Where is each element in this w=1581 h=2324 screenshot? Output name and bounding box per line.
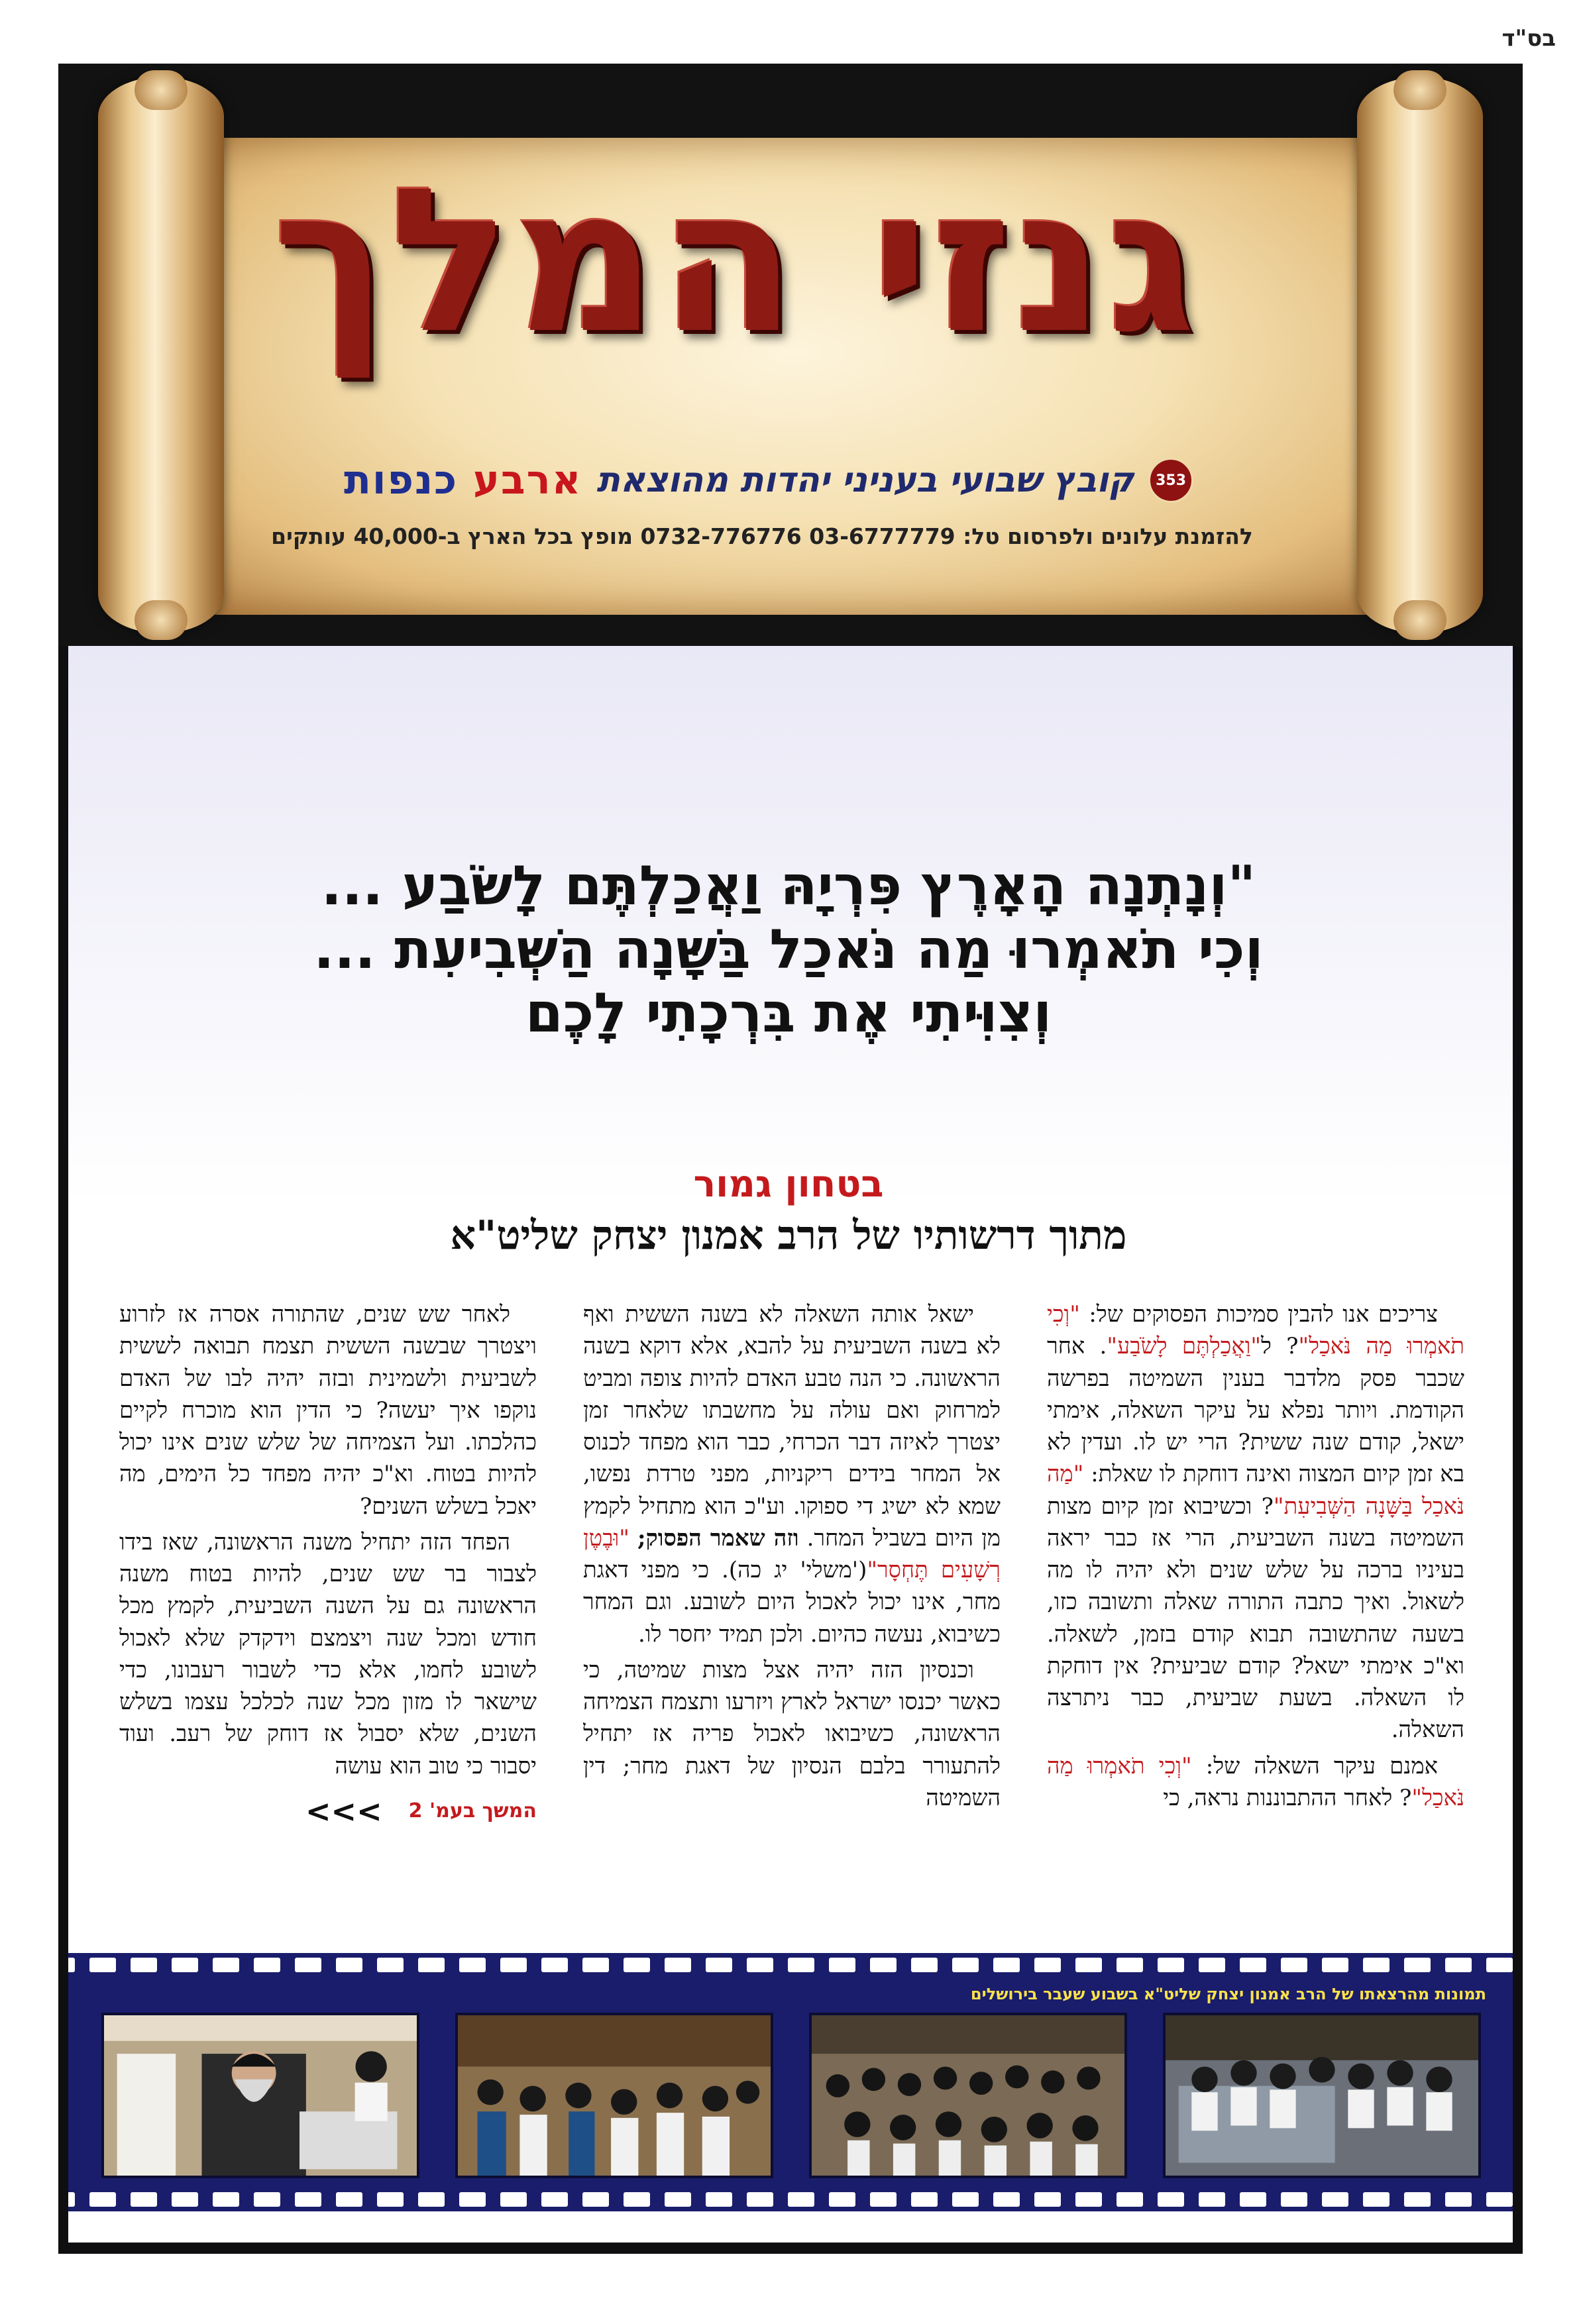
text-run: ישאל אותה השאלה לא בשנה הששית ואף לא בשנה השביעית על להבא, אלא דוקא בשנה הראשונה. כי הנה טבע האדם להיות צופה ומביט למרחוק ואם עולה על מחשבתו שלאחר זמן יצטרך לאיזה דבר הכרחי, כבר הוא מפחד לכנוס אל המחר בידים ריקניות, מפני טרדת נפשו, שמא לא ישיג די ספוקו. וע"כ הוא מתחיל לקמץ מן היום בשביל המחר. [583,1301,1001,1552]
lecture-photo-4 [101,2013,419,2178]
text-run: אמנם עיקר השאלה של: [1205,1752,1438,1779]
issue-number-badge: 353 [1148,458,1193,503]
paragraph: הפחד הזה יתחיל משנה הראשונה, שאז בידו לצבור בר שש שנים, להיות בטוח משנה הראשונה גם על השנה השביעית, לקמץ מכל חודש ומכל שנה ויצמצם וידקדק שלא לאכול לשובע לחמו, אלא כדי לשבור רעבונו, כדי שישאר לו מזון מכל שנה לכלכל עצמו בשלש השנים, שלא יסבול אז דוחק של רעב. ועוד יסבור כי טוב הוא עושה [119,1528,537,1779]
verse-line-2: וְכִי תֹאמְרוּ מַה נֹּאכַל בַּשָּׁנָה הַשְּׁבִיעִת ... [313,918,1264,981]
contact-line: להזמנת עלונים ולפרסום טל: 03-6777779 0732-776776 מופץ בכל הארץ ב-40,000 עותקים [271,523,1253,549]
article-byline: מתוך דרשותיו של הרב אמנון יצחק שליט"א [450,1212,1127,1259]
arrow-icon: <<< [305,1793,382,1829]
lecture-photo-2 [809,2013,1127,2178]
verse-citation: "וְכִי תֹאמְרוּ מַה נֹּאכַל" [1047,1752,1464,1811]
verse-line-3: וְצִוִּיתִי אֶת בִּרְכָתִי לָכֶם [525,981,1052,1045]
verse-citation: "וּבֶטֶן רְשָׁעִים תֶּחְסָר" [583,1524,1001,1584]
scroll-knob [1393,70,1446,110]
verse-citation: "מַה נֹּאכַל בַּשָּׁנָה הַשְּׁבִיעִת" [1047,1461,1464,1520]
subtitle: קובץ שבועי בעניני יהדות מהוצאת [596,460,1134,500]
scroll-knob [1393,600,1446,640]
brand-part-2: כנפות [343,457,459,503]
film-perforations-top [68,1953,1513,1977]
brand-part-1: ארבע [473,457,582,503]
verse-citation: "וַאֲכַלְתֶּם לָשֹׂבַע" [1107,1333,1262,1360]
photo-filmstrip [68,1953,1513,2211]
text-run: צריכים אנו להבין סמיכות הפסוקים של: [1089,1301,1439,1328]
verse-citation: "וְכִי תֹאמְרוּ מַה נֹּאכַל" [1047,1301,1464,1360]
scroll-knob [135,70,188,110]
article-columns [119,1298,1464,1961]
verse-line-1: "וְנָתְנָה הָאָרֶץ פִּרְיָהּ וַאֲכַלְתֶּם לָשֹׂבַע ... [321,855,1256,918]
bold-phrase: וזה שאמר הפסוק; [637,1524,799,1552]
masthead-title: גנזי המלך [272,146,1199,377]
continue-row[interactable] [119,1790,537,1833]
paragraph [583,1298,1001,1650]
paragraph: וכנסיון הזה יהיה אצל מצות שמיטה, כי כאשר יכנסו ישראל לארץ ויזרעו ותצמח הצמיחה הראשונה, כשיבואו לאכול פריה אז יתחיל להתעורר בלבם הנסיון של דאגת מחר; דין השמיטה [583,1656,1001,1811]
filmstrip-caption: תמונות מהרצאתו של הרב אמנון יצחק שליט"א בשבוע שעבר בירושלים [970,1985,1486,2003]
scroll-knob [135,600,188,640]
scroll-roll-right [1357,77,1483,633]
lecture-photo-1 [1163,2013,1481,2178]
paragraph [1047,1750,1464,1815]
verse-quote [159,855,1418,1045]
lecture-photo-3 [455,2013,773,2178]
publisher-brand [344,457,582,503]
article-column-1 [1047,1298,1464,1961]
paragraph [1047,1298,1464,1746]
continue-link[interactable]: המשך בעמ' 2 [408,1799,537,1823]
article-kicker: בטחון גמור [693,1163,884,1206]
text-run: ? ל [1261,1333,1299,1360]
page-mark: בס"ד [1501,25,1556,52]
article-column-3 [119,1298,537,1961]
article-column-2 [583,1298,1001,1961]
text-run: ? לאחר ההתבוננות נראה, כי [1163,1784,1412,1811]
text-run: . אחר שכבר פסק מלדבר בענין השמיטה בפרשה הקודמת. ויותר נפלא על עיקר השאלה, אימתי ישאל, קודם שנה ששית? הרי יש לו. ועדין לא בא זמן קיום המצוה ואינה דוחקת לו שאלת: [1047,1333,1464,1488]
text-run: ('משלי' יג כה). כי מפני דאגת מחר, אינו יכול לאכול היום לשובע. וגם המחר כשיבוא, נעשה כהיום. ולכן תמיד יחסר לו. [583,1557,1001,1648]
subtitle-row [225,457,1312,503]
film-perforations-bottom [68,2188,1513,2211]
text-run: ? וכשיבוא זמן קיום מצות השמיטה בשנה השביעית, הרי אז כבר יראה בעיניו ברכה על שלש שנים ולא יהיה לו מה לשאול. ואיך כתבה התורה שאלה ותשובה כזו, בשעה שהתשובה תבוא קודם בזמן, לשאלה. וא"כ אימתי ישאל? קודם שביעית? אין דוחקת לו השאלה. בשעת שביעית, כבר ניתרצה השאלה. [1047,1493,1464,1744]
paragraph: לאחר שש שנים, שהתורה אסרה אז לזרוע ויצטרך שבשנה הששית תצמח תבואה לששית לשביעית ולשמינית ובזה יהיה לבו של האדם נוקפו איך יעשה? כי הדין הוא מוכרח לקיים כהלכתו. ועל הצמיחה של שלש שנים אינו יכול להיות בטוח. וא"כ יהיה מפחד כל הימים, מה יאכל בשלש השנים? [119,1301,537,1520]
